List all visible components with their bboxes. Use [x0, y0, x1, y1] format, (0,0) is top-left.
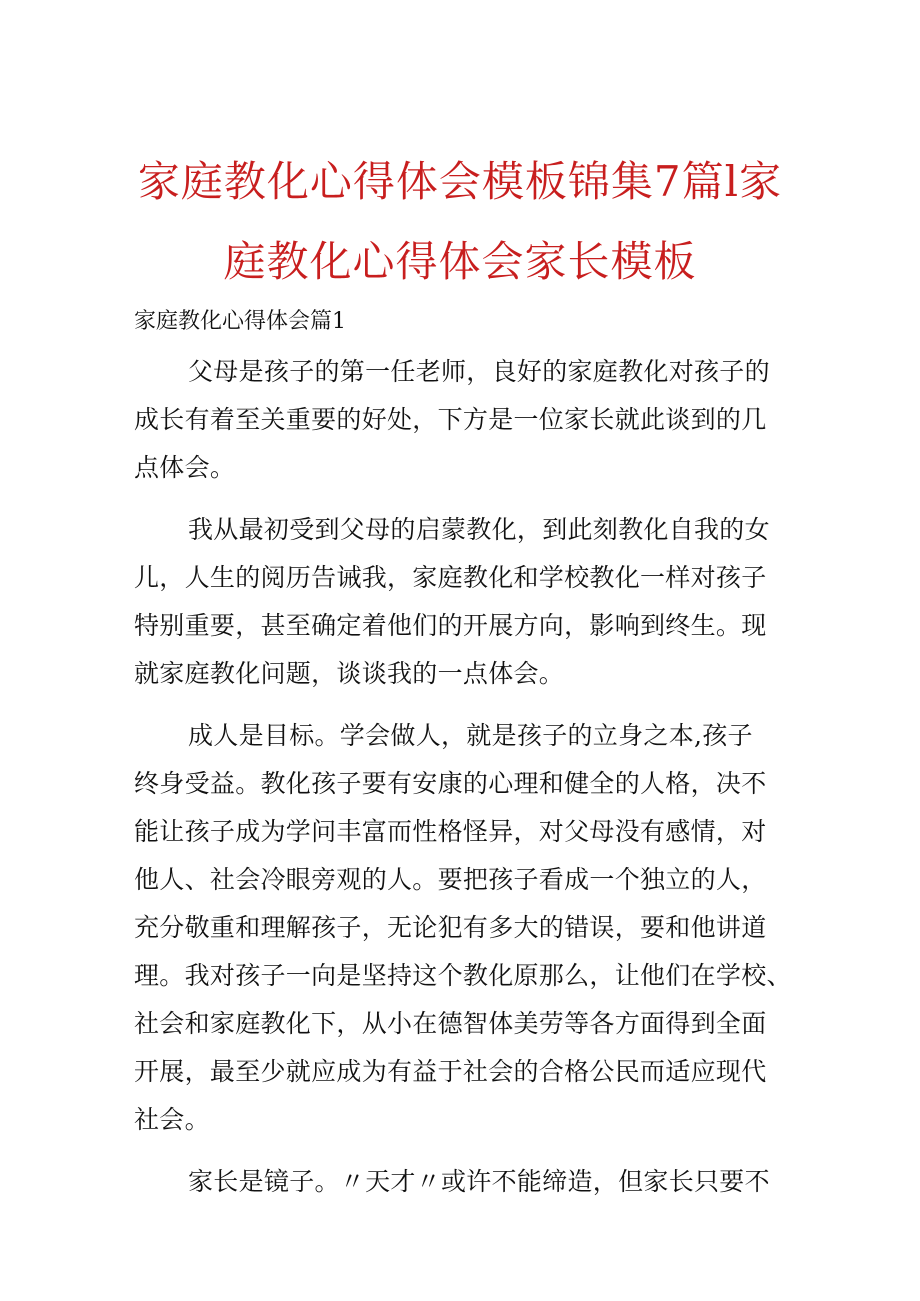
paragraph: [134, 712, 794, 1144]
text-line: 就家庭教化问题，谈谈我的一点体会。: [134, 659, 565, 688]
title-line: 家庭教化心得体会模板锦集7篇l家: [137, 157, 783, 206]
section-heading: 家庭教化心得体会篇1: [134, 309, 346, 334]
document-title: [100, 142, 820, 302]
text-line: 终身受益。教化孩子要有安康的心理和健全的人格，决不: [134, 769, 767, 798]
text-line: 能让孩子成为学问丰富而性格怪异，对父母没有感情，对: [134, 817, 767, 846]
paragraph: [134, 348, 794, 492]
text-line: 父母是孩子的第一任老师，良好的家庭教化对孩子的: [188, 357, 770, 386]
text-line: 社会。: [134, 1105, 210, 1134]
text-line: 成人是目标。学会做人，就是孩子的立身之本,孩子: [188, 721, 753, 750]
text-line: 成长有着至关重要的好处，下方是一位家长就此谈到的几: [134, 405, 767, 434]
text-line: 社会和家庭教化下，从小在德智体美劳等各方面得到全面: [134, 1009, 767, 1038]
text-line: 点体会。: [134, 453, 236, 482]
paragraph: [134, 1158, 794, 1206]
text-line: 理。我对孩子一向是坚持这个教化原那么，让他们在学校、: [134, 961, 792, 990]
text-line: 家长是镜子。〃天才〃或许不能缔造，但家长只要不: [188, 1167, 770, 1196]
text-line: 特别重要，甚至确定着他们的开展方向，影响到终生。现: [134, 611, 767, 640]
text-line: 儿，人生的阅历告诫我，家庭教化和学校教化一样对孩子: [134, 563, 767, 592]
text-line: 充分敬重和理解孩子，无论犯有多大的错误，要和他讲道: [134, 913, 767, 942]
text-line: 他人、社会冷眼旁观的人。要把孩子看成一个独立的人，: [134, 865, 767, 894]
text-line: 我从最初受到父母的启蒙教化，到此刻教化自我的女: [188, 515, 770, 544]
text-line: 开展，最至少就应成为有益于社会的合格公民而适应现代: [134, 1057, 767, 1086]
paragraph: [134, 506, 794, 698]
title-line: 庭教化心得体会家长模板: [223, 237, 697, 286]
document-body: [134, 348, 794, 1220]
